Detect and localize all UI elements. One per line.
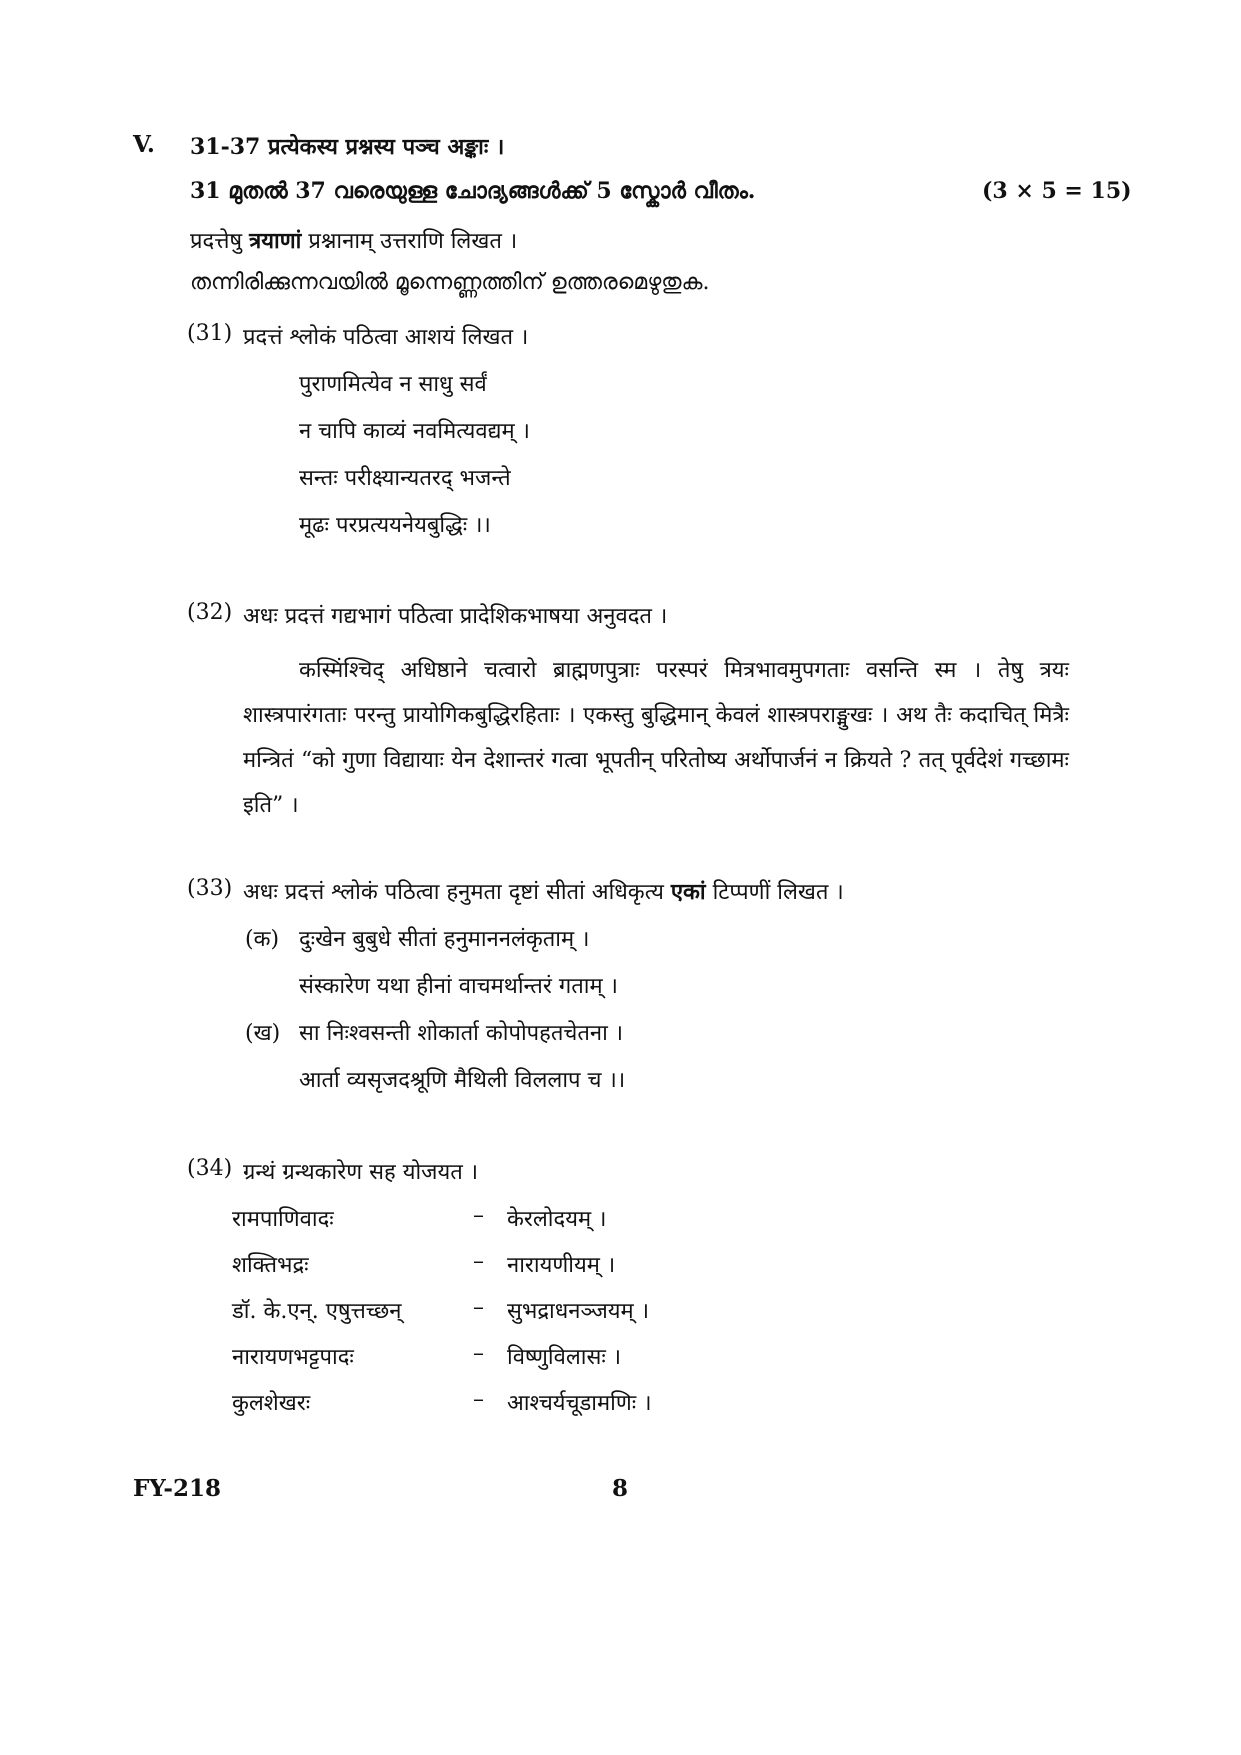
- q34-author: नारायणभट्टपादः: [232, 1345, 354, 1370]
- q33-text: [243, 876, 844, 906]
- malayalam-instruction-2: തന്നിരിക്കുന്നവയിൽ മൂന്നെണ്ണത്തിന് ഉത്തരമെഴുതുക.: [190, 270, 710, 295]
- q32-number: (32): [187, 600, 233, 625]
- q31-text: प्रदत्तं श्लोकं पठित्वा आशयं लिखत ।: [243, 325, 529, 350]
- q33-option-b-label: (ख): [245, 1021, 281, 1046]
- q34-author: डॉ. के.एन्. एषुत्तच्छन्: [232, 1299, 402, 1324]
- section-heading: 31-37 प्रत्येकस्य प्रश्नस्य पञ्च अङ्काः ।: [190, 134, 505, 160]
- q33-option-a-line: दुःखेन बुबुधे सीतां हनुमाननलंकृताम् ।: [299, 927, 590, 952]
- q31-verse-line: पुराणमित्येव न साधु सर्वं: [299, 372, 487, 397]
- q32-passage-text: कस्मिंश्चिद् अधिष्ठाने चत्वारो ब्राह्मणपुत्राः परस्परं मित्रभावमुपगताः वसन्ति स्म । तेषु त्रयः शास्त्रपारंगताः परन्तु प्रायोगिकबुद्धिरहिताः । एकस्तु बुद्धिमान् केवलं शास्त्रपराङ्मुखः । अथ तैः कदाचित् मित्रैः मन्त्रितं “को गुणा विद्यायाः येन देशान्तरं गत्वा भूपतीन् परितोष्य अर्थोपार्जनं न क्रियते ? तत् पूर्वदेशं गच्छामः इति” ।: [243, 658, 1069, 818]
- q33-option-a-label: (क): [245, 927, 280, 952]
- paper-code: FY-218: [133, 1475, 221, 1502]
- q33-text-bold: एकां: [670, 879, 706, 905]
- q34-work: नारायणीयम् ।: [507, 1253, 616, 1278]
- sanskrit-instruction: [190, 225, 517, 255]
- page-number: 8: [612, 1475, 629, 1502]
- instr-bold: त्रयाणां: [249, 228, 302, 254]
- q34-number: (34): [187, 1156, 233, 1181]
- q34-work: सुभद्राधनञ्जयम् ।: [507, 1299, 650, 1324]
- q34-dash: –: [473, 1341, 484, 1366]
- instr-post: प्रश्नानाम् उत्तराणि लिखत ।: [301, 229, 518, 254]
- q31-verse-line: मूढः परप्रत्ययनेयबुद्धिः ।।: [299, 513, 491, 538]
- q31-verse-line: न चापि काव्यं नवमित्यवद्यम् ।: [299, 419, 530, 444]
- section-number: V.: [133, 131, 155, 158]
- q34-text: ग्रन्थं ग्रन्थकारेण सह योजयत ।: [243, 1160, 479, 1185]
- q32-passage: [243, 648, 1069, 828]
- q34-author: कुलशेखरः: [232, 1391, 311, 1416]
- q33-text-post: टिप्पणीं लिखत ।: [705, 880, 844, 905]
- q34-dash: –: [473, 1387, 484, 1412]
- q34-work: विष्णुविलासः ।: [507, 1345, 622, 1370]
- instr-pre: प्रदत्तेषु: [190, 229, 250, 254]
- q34-dash: –: [473, 1203, 484, 1228]
- q34-author: शक्तिभद्रः: [232, 1253, 309, 1278]
- q33-text-pre: अधः प्रदत्तं श्लोकं पठित्वा हनुमता दृष्टां सीतां अधिकृत्य: [243, 880, 671, 905]
- malayalam-instruction-1: 31 മുതൽ 37 വരെയുള്ള ചോദ്യങ്ങൾക്ക് 5 സ്കോർ വീതം.: [190, 178, 756, 204]
- q34-author: रामपाणिवादः: [232, 1207, 334, 1232]
- q33-number: (33): [187, 876, 233, 901]
- q31-number: (31): [187, 321, 233, 346]
- q34-dash: –: [473, 1295, 484, 1320]
- q31-verse-line: सन्तः परीक्ष्यान्यतरद् भजन्ते: [299, 466, 511, 491]
- q33-option-b-line: आर्ता व्यसृजदश्रूणि मैथिली विललाप च ।।: [299, 1068, 626, 1093]
- q32-text: अधः प्रदत्तं गद्यभागं पठित्वा प्रादेशिकभाषया अनुवदत ।: [243, 604, 668, 629]
- q33-option-a-line: संस्कारेण यथा हीनां वाचमर्थान्तरं गताम् ।: [299, 974, 618, 999]
- q34-work: केरलोदयम् ।: [507, 1207, 607, 1232]
- q34-dash: –: [473, 1249, 484, 1274]
- marks-allocation: (3 × 5 = 15): [982, 178, 1132, 204]
- q33-option-b-line: सा निःश्वसन्ती शोकार्ता कोपोपहतचेतना ।: [299, 1021, 624, 1046]
- q34-work: आश्चर्यचूडामणिः ।: [507, 1391, 652, 1416]
